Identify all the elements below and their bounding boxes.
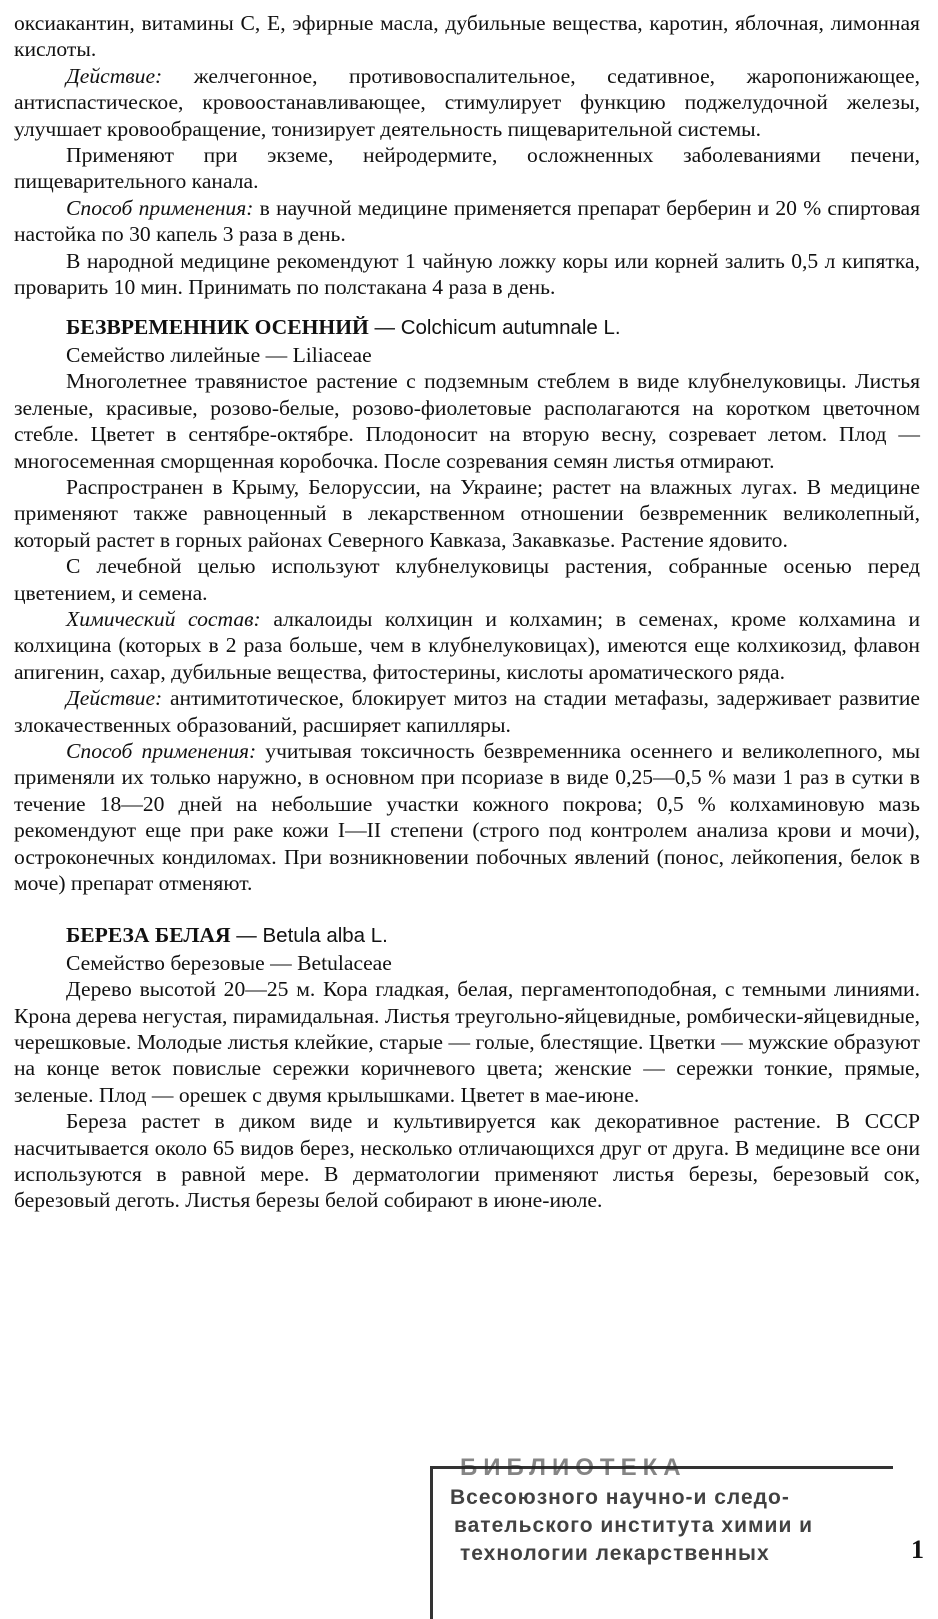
paragraph [14, 142, 920, 195]
family-line: Семейство березовые — Betulaceae [66, 950, 392, 975]
stamp-line: вательского института химии и [454, 1514, 814, 1537]
paragraph-text: Береза растет в диком виде и культивируется как декоративное растение. В СССР насчитывается около 65 видов берез, несколько отличающихся друг от друга. В медицине все они используются в равной мере. В дерматологии применяют листья березы, березовый сок, березовый деготь. Листья березы белой собирают в июне-июле. [14, 1109, 920, 1213]
section-title-latin: — Colchicum autumnale L. [368, 316, 621, 340]
paragraph [14, 553, 920, 606]
paragraph-label: Химический состав: [66, 606, 261, 631]
document-page [14, 10, 920, 1214]
library-stamp [420, 1454, 890, 1600]
paragraph-text: учитывая токсичность безвременника осеннего и великолепного, мы применяли их только наружно, в основном при псориазе в виде 0,25—0,5 % мази 1 раз в сутки в течение 18—20 дней на небольшие участки кожного покрова; 0,5 % колхаминовую мазь рекомендуют еще при раке кожи I—II степени (строго под контролем анализа крови и мочи), остроконечных кондиломах. При возникновении побочных явлений (понос, лейкопения, белок в моче) препарат отменяют. [14, 738, 921, 895]
paragraph [14, 248, 920, 301]
stamp-line: Всесоюзного научно-и следо- [450, 1486, 790, 1509]
paragraph [14, 976, 920, 1108]
paragraph [14, 10, 920, 63]
paragraph-text: Распространен в Крыму, Белоруссии, на Украине; растет на влажных лугах. В медицине применяют также равноценный в лекарственном отношении безвременник великолепный, который растет в горных районах Северного Кавказа, Закавказье. Растение ядовито. [14, 474, 920, 552]
paragraph-text: в научной медицине применяется препарат берберин и 20 % спиртовая настойка по 30 капель 3 раза в день. [14, 195, 920, 247]
paragraph-text: желчегонное, противовоспалительное, седативное, жаропонижающее, антиспастическое, кровоостанавливающее, стимулирует функцию поджелудочной железы, улучшает кровообращение, тонизирует деятельность пищеварительной системы. [14, 63, 920, 141]
paragraph [14, 63, 920, 142]
paragraph [14, 368, 920, 474]
section-heading [14, 314, 920, 341]
paragraph-text: антимитотическое, блокирует митоз на стадии метафазы, задерживает развитие злокачественных образований, расширяет капилляры. [14, 686, 920, 737]
paragraph-label: Действие: [66, 686, 163, 711]
paragraph [14, 1108, 920, 1214]
paragraph-text: оксиакантин, витамины С, Е, эфирные масла, дубильные вещества, каротин, яблочная, лимонная кислоты. [14, 11, 920, 62]
stamp-border [430, 1466, 893, 1619]
paragraph-label: Способ применения: [66, 738, 257, 763]
section-heading [14, 922, 920, 949]
paragraph [14, 474, 920, 553]
section-title: БЕЗВРЕМЕННИК ОСЕННИЙ [66, 315, 369, 340]
stamp-line: технологии лекарственных [460, 1542, 770, 1565]
paragraph-text: Применяют при экземе, нейродермите, осложненных заболеваниями печени, пищеварительного канала. [14, 143, 920, 194]
paragraph-text: С лечебной целью используют клубнелуковицы растения, собранные осенью перед цветением, и семена. [14, 554, 920, 605]
paragraph-text: алкалоиды колхицин и колхамин; в семенах, кроме колхамина и колхицина (которых в 2 раза больше, чем в клубнелуковицах), имеются еще колхикозид, флавон апигенин, сахар, дубильные вещества, фитостерины, кислоты ароматического ряда. [14, 606, 921, 684]
paragraph [14, 606, 920, 685]
paragraph [14, 738, 920, 896]
paragraph-text: Многолетнее травянистое растение с подземным стеблем в виде клубнелуковицы. Листья зеленые, красивые, розово-белые, розово-фиолетовые располагаются на коротком цветочном стебле. Цветет в сентябре-октябре. Плодоносит на вторую весну, созревает летом. Плод — многосеменная сморщенная коробочка. После созревания семян листья отмирают. [14, 369, 920, 473]
paragraph [14, 195, 920, 248]
page-number: 1 [911, 1535, 924, 1564]
paragraph-text: Дерево высотой 20—25 м. Кора гладкая, белая, пергаментоподобная, с темными линиями. Крона дерева негустая, пирамидальная. Листья треугольно-яйцевидные, ромбически-яйцевидные, черешковые. Молодые листья клейкие, старые — голые, блестящие. Цветки — мужские образуют на конце веток повислые сережки коричневого цвета; женские — сережки тонкие, прямые, зеленые. Плод — орешек с двумя крылышками. Цветет в мае-июне. [14, 977, 920, 1107]
section-title: БЕРЕЗА БЕЛАЯ [66, 923, 231, 948]
family-line: Семейство лилейные — Liliaceae [66, 342, 372, 367]
paragraph-text: В народной медицине рекомендуют 1 чайную ложку коры или корней залить 0,5 л кипятка, проварить 10 мин. Принимать по полстакана 4 раза в день. [14, 248, 920, 300]
section-title-latin: — Betula alba L. [230, 924, 388, 948]
paragraph [14, 685, 920, 738]
paragraph-label: Способ применения: [66, 195, 254, 220]
paragraph-label: Действие: [66, 63, 163, 88]
stamp-line: БИБЛИОТЕКА [460, 1454, 687, 1481]
